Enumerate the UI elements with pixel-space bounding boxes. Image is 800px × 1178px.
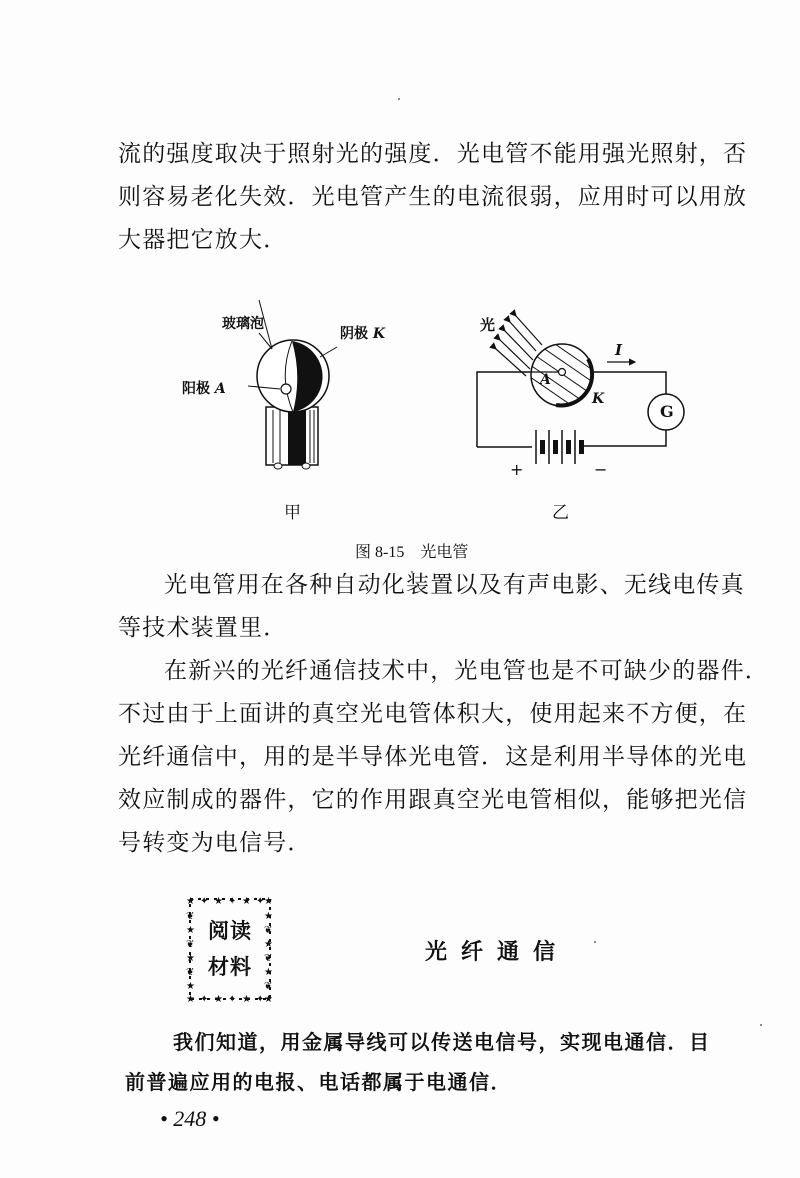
svg-text:✦: ✦ xyxy=(200,994,209,1003)
svg-text:★: ★ xyxy=(242,994,251,1003)
svg-text:★: ★ xyxy=(264,994,273,1003)
svg-text:✦: ✦ xyxy=(256,994,265,1003)
anode-symbol: A xyxy=(214,381,226,397)
anode-symbol-circuit: A xyxy=(540,372,551,388)
svg-text:❦: ❦ xyxy=(264,925,273,936)
cathode-symbol-circuit: K xyxy=(592,391,605,407)
cathode-label-text: 阴极 xyxy=(340,326,368,342)
figure-title: 光电管 xyxy=(420,542,469,561)
anode-label-text: 阳极 xyxy=(182,381,210,397)
cathode-symbol: K xyxy=(372,326,386,342)
svg-text:❦: ❦ xyxy=(186,967,195,978)
svg-text:★: ★ xyxy=(264,967,273,978)
section-title: 光纤通信 xyxy=(425,940,570,965)
text-line: 则容易老化失效．光电管产生的电流很弱，应用时可以用放 xyxy=(118,184,748,210)
svg-text:❦: ❦ xyxy=(264,953,273,964)
svg-text:★: ★ xyxy=(264,911,273,922)
body-paragraph-1 xyxy=(118,564,745,650)
svg-text:❦: ❦ xyxy=(186,911,195,922)
text-line: 光纤通信中，用的是半导体光电管．这是利用半导体的光电 xyxy=(118,744,748,770)
figure-caption xyxy=(355,539,468,562)
svg-text:★: ★ xyxy=(186,953,195,964)
svg-text:❦: ❦ xyxy=(186,939,195,950)
anode-label xyxy=(182,378,226,398)
figure-circuit-diagram xyxy=(460,300,700,530)
svg-text:✦: ✦ xyxy=(228,994,237,1003)
figure-number: 图 8-15 xyxy=(355,544,405,561)
reading-material-text xyxy=(186,895,274,1003)
text-line: 等技术装置里． xyxy=(118,615,288,641)
svg-text:★: ★ xyxy=(186,925,195,936)
svg-text:★: ★ xyxy=(264,896,273,907)
svg-text:★: ★ xyxy=(186,994,195,1003)
scan-speck xyxy=(398,98,400,100)
svg-text:✦: ✦ xyxy=(200,896,209,907)
text-line: 大器把它放大． xyxy=(118,227,288,253)
glass-bulb-label: 玻璃泡 xyxy=(222,316,264,332)
svg-text:★: ★ xyxy=(264,939,273,950)
svg-text:❦: ❦ xyxy=(264,981,273,992)
light-label: 光 xyxy=(480,316,496,334)
text-line: 号转变为电信号． xyxy=(118,830,312,856)
current-label: I xyxy=(615,341,623,359)
svg-text:✦: ✦ xyxy=(228,896,237,907)
svg-text:★: ★ xyxy=(242,896,251,907)
scan-speck xyxy=(594,941,596,943)
svg-text:✦: ✦ xyxy=(256,896,265,907)
badge-line-1: 阅读 xyxy=(208,919,252,943)
reading-paragraph xyxy=(125,1022,745,1102)
top-paragraph xyxy=(118,133,748,262)
svg-text:★: ★ xyxy=(186,981,195,992)
page-number: • 248 • xyxy=(160,1106,220,1131)
body-paragraph-2 xyxy=(118,650,769,865)
galvanometer-label: G xyxy=(660,402,674,421)
text-line: 在新兴的光纤通信技术中，光电管也是不可缺少的器件． xyxy=(164,658,769,684)
svg-text:★: ★ xyxy=(214,896,223,907)
text-line: 不过由于上面讲的真空光电管体积大，使用起来不方便，在 xyxy=(118,701,748,727)
svg-text:★: ★ xyxy=(214,994,223,1003)
scan-speck xyxy=(760,1024,762,1026)
svg-text:★: ★ xyxy=(186,896,195,907)
sub-figure-label-a: 甲 xyxy=(284,503,301,523)
reading-material-badge xyxy=(186,895,274,1003)
text-line: 光电管用在各种自动化装置以及有声电影、无线电传真 xyxy=(164,572,745,598)
text-line: 前普遍应用的电报、电话都属于电通信． xyxy=(125,1070,512,1094)
figure-phototube-diagram xyxy=(170,300,400,530)
minus-terminal-label: − xyxy=(594,460,608,479)
sub-figure-label-b: 乙 xyxy=(552,503,569,523)
cathode-label xyxy=(340,323,385,343)
text-line: 流的强度取决于照射光的强度．光电管不能用强光照射，否 xyxy=(118,141,748,167)
plus-terminal-label: + xyxy=(510,460,524,479)
badge-line-2: 材料 xyxy=(208,955,252,979)
text-line: 我们知道，用金属导线可以传送电信号，实现电通信．目 xyxy=(173,1030,711,1054)
text-line: 效应制成的器件，它的作用跟真空光电管相似，能够把光信 xyxy=(118,787,748,813)
